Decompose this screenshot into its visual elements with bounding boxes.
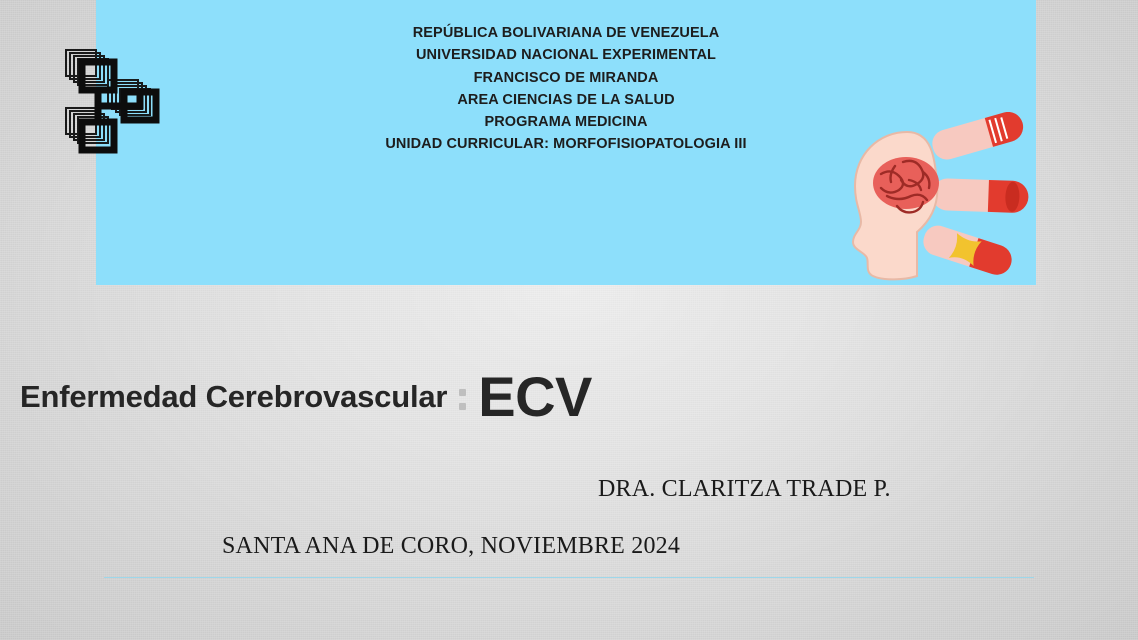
place-and-date: SANTA ANA DE CORO, NOVIEMBRE 2024: [222, 533, 681, 559]
header-line-1: REPÚBLICA BOLIVARIANA DE VENEZUELA: [412, 25, 720, 41]
footer-divider: [104, 577, 1034, 578]
title-abbreviation: ECV: [478, 365, 592, 428]
head-brain-artery-icon: [821, 112, 1036, 287]
title-block: [20, 365, 592, 428]
page-title: Enfermedad Cerebrovascular: [20, 379, 448, 415]
author-name: DRA. CLARITZA TRADE P.: [598, 476, 891, 502]
header-line-6: UNIDAD CURRICULAR: MORFOFISIOPATOLOGIA III: [385, 136, 747, 153]
dot-separator-icon: [459, 389, 466, 410]
header-banner: [96, 0, 1036, 285]
header-line-3: FRANCISCO DE MIRANDA: [473, 69, 659, 86]
stacked-squares-icon: [58, 46, 176, 174]
header-line-5: PROGRAMA MEDICINA: [484, 114, 648, 131]
header-line-4: AREA CIENCIAS DE LA SALUD: [457, 91, 675, 108]
header-line-2: UNIVERSIDAD NACIONAL EXPERIMENTAL: [415, 47, 717, 64]
